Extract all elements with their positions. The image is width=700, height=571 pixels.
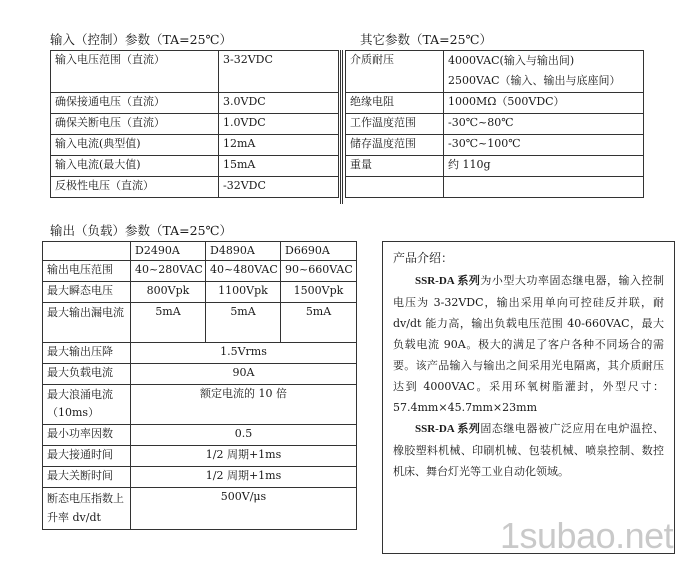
table-divider — [340, 50, 343, 204]
param-value: 0.5 — [131, 425, 357, 446]
table-row — [43, 446, 357, 467]
param-label: 最大负载电流 — [43, 364, 131, 385]
param-label: 最大输出漏电流 — [43, 303, 131, 343]
table-row — [51, 51, 339, 93]
param-value: 800Vpk — [131, 282, 206, 303]
param-value: 1000MΩ（500VDC） — [444, 93, 644, 114]
product-intro-box — [382, 241, 675, 554]
param-value: -30℃~100℃ — [444, 135, 644, 156]
table-row — [43, 282, 357, 303]
table-row — [346, 156, 644, 177]
table-row — [43, 467, 357, 488]
param-value: -32VDC — [219, 177, 339, 198]
output-params-title: 输出（负载）参数（TA=25℃） — [50, 223, 233, 238]
model-header: D4890A — [206, 242, 281, 261]
input-params-title: 输入（控制）参数（TA=25℃） — [50, 32, 233, 47]
param-label: 输入电流(典型值) — [51, 135, 219, 156]
model-header: D6690A — [281, 242, 357, 261]
table-row — [346, 177, 644, 198]
param-value: 12mA — [219, 135, 339, 156]
param-value: 约 110g — [444, 156, 644, 177]
table-row — [43, 385, 357, 425]
param-value: 1.5Vrms — [131, 343, 357, 364]
other-params-title: 其它参数（TA=25℃） — [360, 32, 493, 47]
param-label: 输入电流(最大值) — [51, 156, 219, 177]
other-params-table — [345, 50, 644, 198]
param-value-line: 2500VAC（输入、输出与底座间） — [448, 74, 621, 87]
param-value: -30℃~80℃ — [444, 114, 644, 135]
input-params-table — [50, 50, 339, 198]
param-value: 90~660VAC — [281, 261, 357, 282]
table-row — [51, 135, 339, 156]
param-value: 3.0VDC — [219, 93, 339, 114]
table-row — [51, 114, 339, 135]
param-label: 输出电压范围 — [43, 261, 131, 282]
param-value: 40~480VAC — [206, 261, 281, 282]
table-row — [346, 135, 644, 156]
table-row — [43, 261, 357, 282]
table-row — [346, 114, 644, 135]
header-empty-cell — [43, 242, 131, 261]
intro-paragraph — [393, 270, 664, 418]
param-value: 15mA — [219, 156, 339, 177]
intro-text: 固态继电器被广泛应用在电炉温控、橡胶塑料机械、印刷机械、包装机械、喷泉控制、数控机床、舞台灯光等工业自动化领域。 — [393, 422, 665, 478]
param-value: 5mA — [206, 303, 281, 343]
param-value: 500V/μs — [131, 488, 357, 530]
param-value: 1/2 周期+1ms — [131, 467, 357, 488]
output-params-table — [42, 241, 357, 530]
intro-text: 为小型大功率固态继电器，输入控制电压为 3-32VDC，输出采用单向可控硅反并联，耐 dv/dt 能力高，输出负载电压范围 40-660VAC，最大负载电流 90A。极大的满足了客户各种不同场合的需要。该产品输入与输出之间采用光电隔离，其介质耐压达到 4000VAC。采用环氧树脂灌封，外型尺寸：57.4mm×45.7mm×23mm — [393, 274, 665, 414]
table-row — [43, 303, 357, 343]
param-label: 断态电压指数上升率 dv/dt — [43, 488, 131, 530]
intro-title: 产品介绍： — [393, 251, 454, 265]
series-name: SSR-DA 系列 — [415, 423, 481, 435]
param-value — [444, 177, 644, 198]
param-label: 最大浪涌电流（10ms） — [43, 385, 131, 425]
table-row — [43, 364, 357, 385]
site-watermark: 1subao.net — [500, 515, 674, 556]
param-label: 最大瞬态电压 — [43, 282, 131, 303]
table-row — [43, 343, 357, 364]
table-row — [43, 488, 357, 530]
table-row — [346, 93, 644, 114]
param-label: 确保接通电压（直流） — [51, 93, 219, 114]
param-value: 5mA — [131, 303, 206, 343]
param-label: 储存温度范围 — [346, 135, 444, 156]
param-label: 最大输出压降 — [43, 343, 131, 364]
param-value: 1.0VDC — [219, 114, 339, 135]
table-row — [51, 156, 339, 177]
param-value: 额定电流的 10 倍 — [131, 385, 357, 425]
param-label: 工作温度范围 — [346, 114, 444, 135]
param-label: 重量 — [346, 156, 444, 177]
series-name: SSR-DA 系列 — [415, 275, 481, 287]
param-label: 绝缘电阻 — [346, 93, 444, 114]
param-value — [444, 51, 644, 93]
param-value-line: 4000VAC(输入与输出间) — [448, 54, 575, 67]
param-label — [346, 177, 444, 198]
param-label: 最大关断时间 — [43, 467, 131, 488]
table-row — [346, 51, 644, 93]
intro-paragraph — [393, 418, 664, 482]
param-label: 最大接通时间 — [43, 446, 131, 467]
param-value: 40~280VAC — [131, 261, 206, 282]
table-row — [51, 177, 339, 198]
param-value: 1/2 周期+1ms — [131, 446, 357, 467]
param-label: 最小功率因数 — [43, 425, 131, 446]
param-label: 反极性电压（直流） — [51, 177, 219, 198]
table-row — [43, 425, 357, 446]
param-value: 90A — [131, 364, 357, 385]
param-value: 1100Vpk — [206, 282, 281, 303]
model-header: D2490A — [131, 242, 206, 261]
table-row — [51, 93, 339, 114]
param-label: 确保关断电压（直流） — [51, 114, 219, 135]
param-label: 介质耐压 — [346, 51, 444, 93]
param-value: 1500Vpk — [281, 282, 357, 303]
param-value: 3-32VDC — [219, 51, 339, 93]
table-row — [43, 242, 357, 261]
param-value: 5mA — [281, 303, 357, 343]
param-label: 输入电压范围（直流） — [51, 51, 219, 93]
